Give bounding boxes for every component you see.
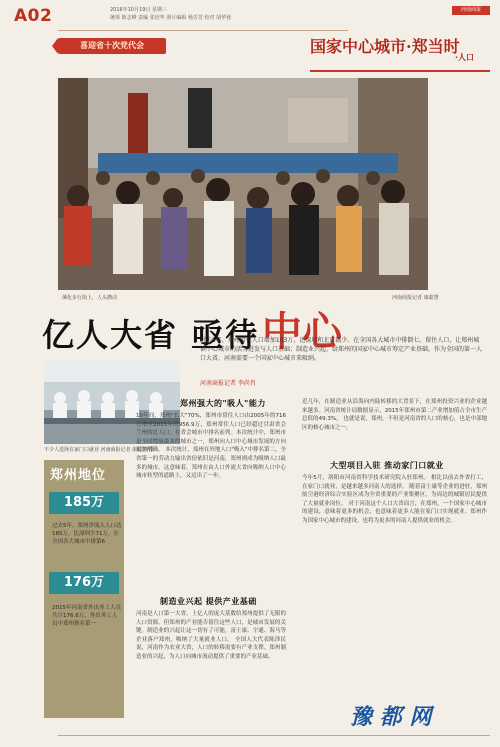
main-photo-caption: 漯化步行街上，人头攒动 <box>62 295 118 301</box>
headline: 亿人大省 亟待 <box>42 316 260 354</box>
stat-176: 176万 <box>49 572 119 594</box>
header-divider <box>58 30 348 31</box>
sidebar-title: 郑州地位 <box>50 468 107 483</box>
col1-body: 10年间，郑州"长大"70%，郑州市常住人口由2005年的716万增至2015年的956.9万，郑州常住人口已经超过甘肃省会兰州的总人口，在省会城市中排名前列。本次统计中，郑州市是全国增量最多的城市之一，郑州向人口中心城市发展的方向更加明确。 本次统计，郑州在外地人口"吸入"中排名第二，全省第一的劳动力输出省份依旧是河南，郑州则成为吸纳人口最多的城市。这意味着，郑州在由人口外流大省向吸纳人口中心城市转型的道路上，又迈出了一步。 <box>136 413 286 480</box>
col1-heading-2: 制造业兴起 提供产业基础 <box>160 597 257 606</box>
stat-185: 185万 <box>49 492 119 514</box>
small-photo-caption: 不少人选择在家门口就业 河南商报记者 康聪慧/摄 <box>44 447 154 453</box>
col2-body-2: 今年5月，洛阳市河南省科学技术研究院入驻郑州。 相比以前去外省打工，在家门口就业，是越来越多河南人的选择。 随着富士康等企业的进驻，郑州航空港经济综合实验区成为全省重要的产业集聚区，为周边的城镇居民提供了大量就业岗位。 对于河南这个人口大省而言，在郑州，一个国家中心城市的建设，意味着更多的机会，也意味着更多人能在家门口实现就业。郑州作为国家中心城市的建设，也将为更多的河南人提供就业的机会。 <box>302 475 487 524</box>
site-watermark: 豫 都 网 <box>350 705 432 730</box>
col2-body: 近几年，在制造业从沿海向内陆转移的大背景下，在郑州投资兴业的企业越来越多。河南省统计局数据显示，2015年郑州市第二产业增加值占全市生产总值的49.3%。 也就是说，郑州，不但是河南省的人口的核心，也是中部地区的核心城市之一。 <box>302 399 487 431</box>
section-divider <box>310 70 490 72</box>
stat-185-text: 过去5年，郑州净流入人口达185万，比深圳少71万，在全国各大城市中排第6 <box>52 523 122 545</box>
party-congress-banner: 喜迎省十次党代会 <box>58 38 166 54</box>
col2-heading: 大型项目入驻 推动家门口就业 <box>330 461 444 470</box>
stat-176-text: 2015年河南省外出务工人员共计176.6万，外出务工人员中郑州排名第一 <box>52 605 121 627</box>
col1-heading: 郑州强大的"吸人"能力 <box>180 399 266 408</box>
intro-paragraph: 过去5年，郑州常住人口增加103万，比深圳和北京都少。在全国各大城市中排倒七。留住人口，让郑州城镇中心城市的活力迸发与人口基础；制造业兴起，给郑州的国家中心城市筹定产业基础。作为全国的第一人口大省，河南需要一个国家中心城市来吸纳。 <box>200 337 483 362</box>
section-title: 国家中心城市·郑当时 <box>310 37 460 56</box>
editors-credit: 统筹 陈志峰 责编 张培华 照片编辑 杨芳芳 校对 胡华蓉 <box>110 15 232 21</box>
crowd-street-photo <box>58 78 428 290</box>
footer-divider <box>58 735 490 736</box>
col1-body-2: 河南是人口第一大省，上亿人的庞大基数给郑州提供了无限的人口资源。但郑州的产业能否留住这些人口，是城市发展的关键。制造业的兴起让这一切有了可能，富士康、宇通、海马等企业落户郑州，吸纳了大量就业人口。 全国人大代表陈泽民说，河南作为农业大省，人口的转移需要有产业支撑。郑州制造业的兴起，为人口向城市流动提供了重要的产业基础。 <box>136 611 286 660</box>
section-subtitle: ·人口 <box>455 53 475 62</box>
newspaper-badge: 河南商报 <box>452 6 490 15</box>
issue-date: 2016年10月19日 星期三 <box>110 7 168 13</box>
main-photo-credit: 河南商报记者 康聪慧 <box>392 295 439 301</box>
headline-accent: 中心 <box>262 308 342 355</box>
reporter-credit: 河南商报记者 李尚肖 <box>200 380 256 387</box>
page-number: A02 <box>14 6 53 26</box>
